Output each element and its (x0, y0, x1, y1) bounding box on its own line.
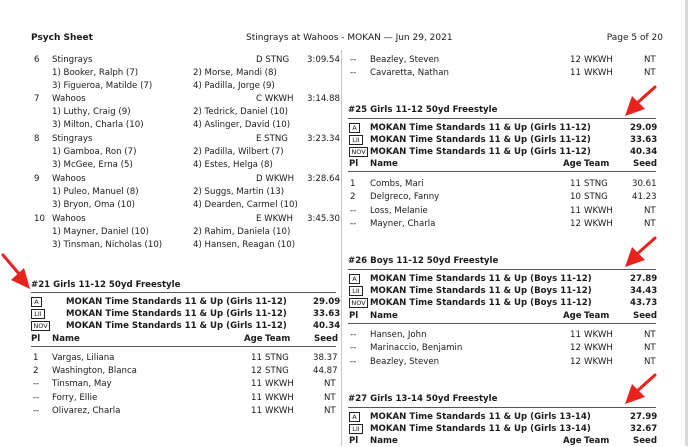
cell-text: WKWH (584, 206, 613, 216)
cell-text: MOKAN Time Standards 11 & Up (Girls 11-12) (370, 147, 591, 157)
annotation-arrow-icon (618, 84, 658, 124)
cell-text: Delgreco, Fanny (370, 192, 440, 202)
divider (348, 171, 656, 172)
cell-text: Forry, Ellie (52, 393, 98, 403)
cell-text: 44.87 (313, 366, 338, 376)
cell-text: Age (244, 334, 263, 344)
cell-text: 3) McGee, Erna (5) (52, 160, 133, 170)
cell-text: WKWH (584, 343, 613, 353)
cell-text: 8 (34, 134, 40, 144)
cell-text: 11 (251, 353, 262, 363)
time-standard (0, 146, 688, 158)
table-row (0, 178, 688, 190)
cell-text: NT (644, 219, 656, 229)
sheet-title: Psych Sheet (31, 33, 93, 43)
cell-text: WKWH (584, 219, 613, 229)
relay-row (0, 93, 688, 105)
cell-text: WKWH (584, 68, 613, 78)
cell-text: 12 (570, 357, 581, 367)
cell-text: 30.61 (632, 179, 657, 189)
cell-text: -- (33, 379, 40, 389)
cell-text: 27.89 (630, 274, 658, 284)
cell-text: WKWH (265, 379, 294, 389)
cell-text: 3) Milton, Charla (10) (52, 120, 144, 130)
divider (348, 118, 656, 119)
relay-swimmers (0, 239, 688, 251)
cell-text: 3) Bryon, Oma (10) (52, 200, 136, 210)
divider (348, 269, 656, 270)
table-row (0, 378, 688, 390)
relay-swimmers (0, 80, 688, 92)
cell-text: 27.99 (630, 412, 658, 422)
cell-text: Olivarez, Charla (52, 406, 121, 416)
table-row (0, 54, 688, 66)
cell-text: Age (563, 311, 582, 321)
cell-text: Seed (633, 311, 657, 321)
cell-text: 4) Dearden, Carmel (10) (193, 200, 298, 210)
cell-text: Wahoos (52, 94, 86, 104)
cell-text: Stingrays (52, 134, 93, 144)
time-standard (0, 273, 688, 285)
cell-text: 4) Aslinger, David (10) (193, 120, 291, 130)
cell-text: -- (350, 357, 357, 367)
cell-text: 11 (570, 206, 581, 216)
cell-text: 9 (34, 174, 40, 184)
standard-badge: A (349, 123, 360, 133)
cell-text: NT (644, 55, 656, 65)
cell-text: 3) Figueroa, Matilde (7) (52, 81, 153, 91)
standard-badge: NOV (349, 147, 368, 157)
time-standard (0, 423, 688, 435)
cell-text: -- (33, 406, 40, 416)
cell-text: MOKAN Time Standards 11 & Up (Girls 11-12) (66, 321, 287, 331)
table-row (0, 67, 688, 79)
cell-text: D WKWH (256, 174, 295, 184)
cell-text: NT (324, 393, 336, 403)
cell-text: Name (370, 159, 398, 169)
cell-text: 11 (570, 330, 581, 340)
cell-text: Stingrays (52, 55, 93, 65)
cell-text: 32.67 (630, 424, 658, 434)
cell-text: Seed (633, 436, 657, 446)
cell-text: 3:09.54 (307, 55, 340, 65)
cell-text: 2) Morse, Mandi (8) (193, 68, 277, 78)
cell-text: -- (350, 330, 357, 340)
cell-text: 10 (34, 214, 45, 224)
cell-text: 38.37 (313, 353, 338, 363)
cell-text: NT (644, 330, 656, 340)
annotation-arrow-icon (618, 372, 658, 412)
cell-text: Pl (349, 436, 359, 446)
cell-text: 11 (570, 68, 581, 78)
cell-text: 1) Booker, Ralph (7) (52, 68, 139, 78)
cell-text: 33.63 (313, 309, 341, 319)
cell-text: Seed (633, 159, 657, 169)
cell-text: Name (52, 334, 80, 344)
cell-text: MOKAN Time Standards 11 & Up (Boys 11-12) (370, 286, 592, 296)
cell-text: Marinaccio, Benjamin (370, 343, 463, 353)
cell-text: Beazley, Steven (370, 357, 440, 367)
cell-text: Age (563, 436, 582, 446)
cell-text: 41.23 (632, 192, 657, 202)
standard-badge: LII (349, 424, 363, 434)
cell-text: MOKAN Time Standards 11 & Up (Boys 11-12) (370, 298, 592, 308)
standard-badge: LII (349, 286, 363, 296)
cell-text: 43.73 (630, 298, 658, 308)
standard-badge: A (349, 412, 360, 422)
cell-text: Combs, Mari (370, 179, 424, 189)
cell-text: 6 (34, 55, 40, 65)
cell-text: Team (265, 334, 291, 344)
cell-text: -- (350, 206, 357, 216)
cell-text: Hansen, John (370, 330, 427, 340)
cell-text: 3:14.88 (307, 94, 340, 104)
cell-text: Seed (314, 334, 338, 344)
cell-text: 2) Suggs, Martin (13) (193, 187, 285, 197)
meet-title: Stingrays at Wahoos - MOKAN — Jun 29, 2021 (246, 33, 453, 43)
annotation-arrow-icon (0, 253, 34, 295)
cell-text: MOKAN Time Standards 11 & Up (Girls 13-14) (370, 412, 591, 422)
cell-text: NT (324, 406, 336, 416)
cell-text: 2 (350, 192, 356, 202)
cell-text: Team (584, 159, 610, 169)
cell-text: 12 (570, 343, 581, 353)
cell-text: WKWH (584, 55, 613, 65)
time-standard (0, 134, 688, 146)
cell-text: 40.34 (313, 321, 341, 331)
cell-text: Wahoos (52, 174, 86, 184)
table-row (0, 218, 688, 230)
cell-text: MOKAN Time Standards 11 & Up (Girls 11-12) (370, 123, 591, 133)
event-title: #26 Boys 11-12 50yd Freestyle (348, 256, 499, 266)
cell-text: -- (350, 219, 357, 229)
cell-text: 1) Luthy, Craig (9) (52, 107, 131, 117)
cell-text: STNG (265, 353, 289, 363)
cell-text: Name (370, 436, 398, 446)
cell-text: 10 (570, 192, 581, 202)
cell-text: Washington, Blanca (52, 366, 137, 376)
cell-text: Name (370, 311, 398, 321)
time-standard (0, 285, 688, 297)
cell-text: 34.43 (630, 286, 658, 296)
cell-text: NT (644, 206, 656, 216)
cell-text: Cavaretta, Nathan (370, 68, 449, 78)
cell-text: 3:45.30 (307, 214, 340, 224)
table-row (0, 342, 688, 354)
cell-text: C WKWH (256, 94, 294, 104)
cell-text: STNG (265, 366, 289, 376)
cell-text: -- (350, 55, 357, 65)
table-row (0, 392, 688, 404)
cell-text: 2) Rahim, Daniela (10) (193, 227, 291, 237)
table-row (0, 329, 688, 341)
table-row (0, 205, 688, 217)
cell-text: 1) Puleo, Manuel (8) (52, 187, 139, 197)
time-standard (0, 297, 688, 309)
cell-text: 4) Hansen, Reagan (10) (193, 240, 296, 250)
cell-text: NT (644, 68, 656, 78)
cell-text: Mayner, Charla (370, 219, 436, 229)
event-title: #25 Girls 11-12 50yd Freestyle (348, 105, 498, 115)
cell-text: Wahoos (52, 214, 86, 224)
cell-text: 7 (34, 94, 40, 104)
cell-text: 2 (33, 366, 39, 376)
cell-text: 12 (570, 219, 581, 229)
cell-text: MOKAN Time Standards 11 & Up (Girls 13-14) (370, 424, 591, 434)
event-title: #27 Girls 13-14 50yd Freestyle (348, 394, 498, 404)
cell-text: 1) Gamboa, Ron (7) (52, 147, 137, 157)
cell-text: Pl (349, 311, 359, 321)
cell-text: WKWH (265, 393, 294, 403)
annotation-arrow-icon (618, 235, 658, 275)
cell-text: 4) Estes, Helga (8) (193, 160, 273, 170)
time-standard (0, 411, 688, 423)
cell-text: STNG (584, 179, 608, 189)
cell-text: Vargas, Liliana (52, 353, 115, 363)
table-row (0, 191, 688, 203)
column-header (0, 435, 688, 447)
standard-badge: A (349, 274, 360, 284)
column-header (0, 158, 688, 170)
cell-text: 4) Padilla, Jorge (9) (193, 81, 275, 91)
standard-badge: LII (349, 135, 363, 145)
cell-text: WKWH (584, 330, 613, 340)
cell-text: STNG (584, 192, 608, 202)
cell-text: 1 (33, 353, 39, 363)
cell-text: 11 (570, 179, 581, 189)
cell-text: 1 (350, 179, 356, 189)
cell-text: 12 (570, 55, 581, 65)
cell-text: NT (644, 343, 656, 353)
cell-text: 3) Tinsman, Nicholas (10) (52, 240, 163, 250)
cell-text: 1) Mayner, Daniel (10) (52, 227, 149, 237)
cell-text: Tinsman, May (52, 379, 112, 389)
cell-text: MOKAN Time Standards 11 & Up (Girls 11-12) (66, 297, 287, 307)
cell-text: E STNG (256, 134, 288, 144)
standard-badge: NOV (31, 321, 50, 331)
cell-text: Team (584, 436, 610, 446)
cell-text: 11 (251, 379, 262, 389)
time-standard (0, 122, 688, 134)
cell-text: MOKAN Time Standards 11 & Up (Girls 11-12) (370, 135, 591, 145)
cell-text: Pl (31, 334, 41, 344)
cell-text: WKWH (265, 406, 294, 416)
cell-text: MOKAN Time Standards 11 & Up (Boys 11-12) (370, 274, 592, 284)
cell-text: 2) Padilla, Wilbert (7) (193, 147, 284, 157)
cell-text: Age (563, 159, 582, 169)
standard-badge: A (31, 297, 42, 307)
relay-swimmers (0, 106, 688, 118)
cell-text: NT (644, 357, 656, 367)
cell-text: 12 (251, 366, 262, 376)
cell-text: 2) Tedrick, Daniel (10) (193, 107, 288, 117)
cell-text: 33.63 (630, 135, 658, 145)
cell-text: 40.34 (630, 147, 658, 157)
cell-text: -- (33, 393, 40, 403)
cell-text: NT (324, 379, 336, 389)
cell-text: Loss, Melanie (370, 206, 428, 216)
cell-text: 11 (251, 406, 262, 416)
column-header (0, 310, 688, 322)
divider (348, 323, 656, 324)
cell-text: 29.09 (630, 123, 658, 133)
cell-text: E WKWH (256, 214, 293, 224)
cell-text: Beazley, Steven (370, 55, 440, 65)
cell-text: 11 (251, 393, 262, 403)
standard-badge: NOV (349, 298, 368, 308)
standard-badge: LII (31, 309, 45, 319)
cell-text: 3:28.64 (307, 174, 340, 184)
page-number: Page 5 of 20 (606, 33, 663, 43)
cell-text: MOKAN Time Standards 11 & Up (Girls 11-12) (66, 309, 287, 319)
cell-text: 3:23.34 (307, 134, 340, 144)
table-row (0, 356, 688, 368)
cell-text: -- (350, 343, 357, 353)
cell-text: Team (584, 311, 610, 321)
cell-text: 29.09 (313, 297, 341, 307)
divider (348, 407, 656, 408)
cell-text: WKWH (584, 357, 613, 367)
cell-text: D STNG (256, 55, 290, 65)
event-title: #21 Girls 11-12 50yd Freestyle (31, 280, 181, 290)
cell-text: -- (350, 68, 357, 78)
cell-text: Pl (349, 159, 359, 169)
